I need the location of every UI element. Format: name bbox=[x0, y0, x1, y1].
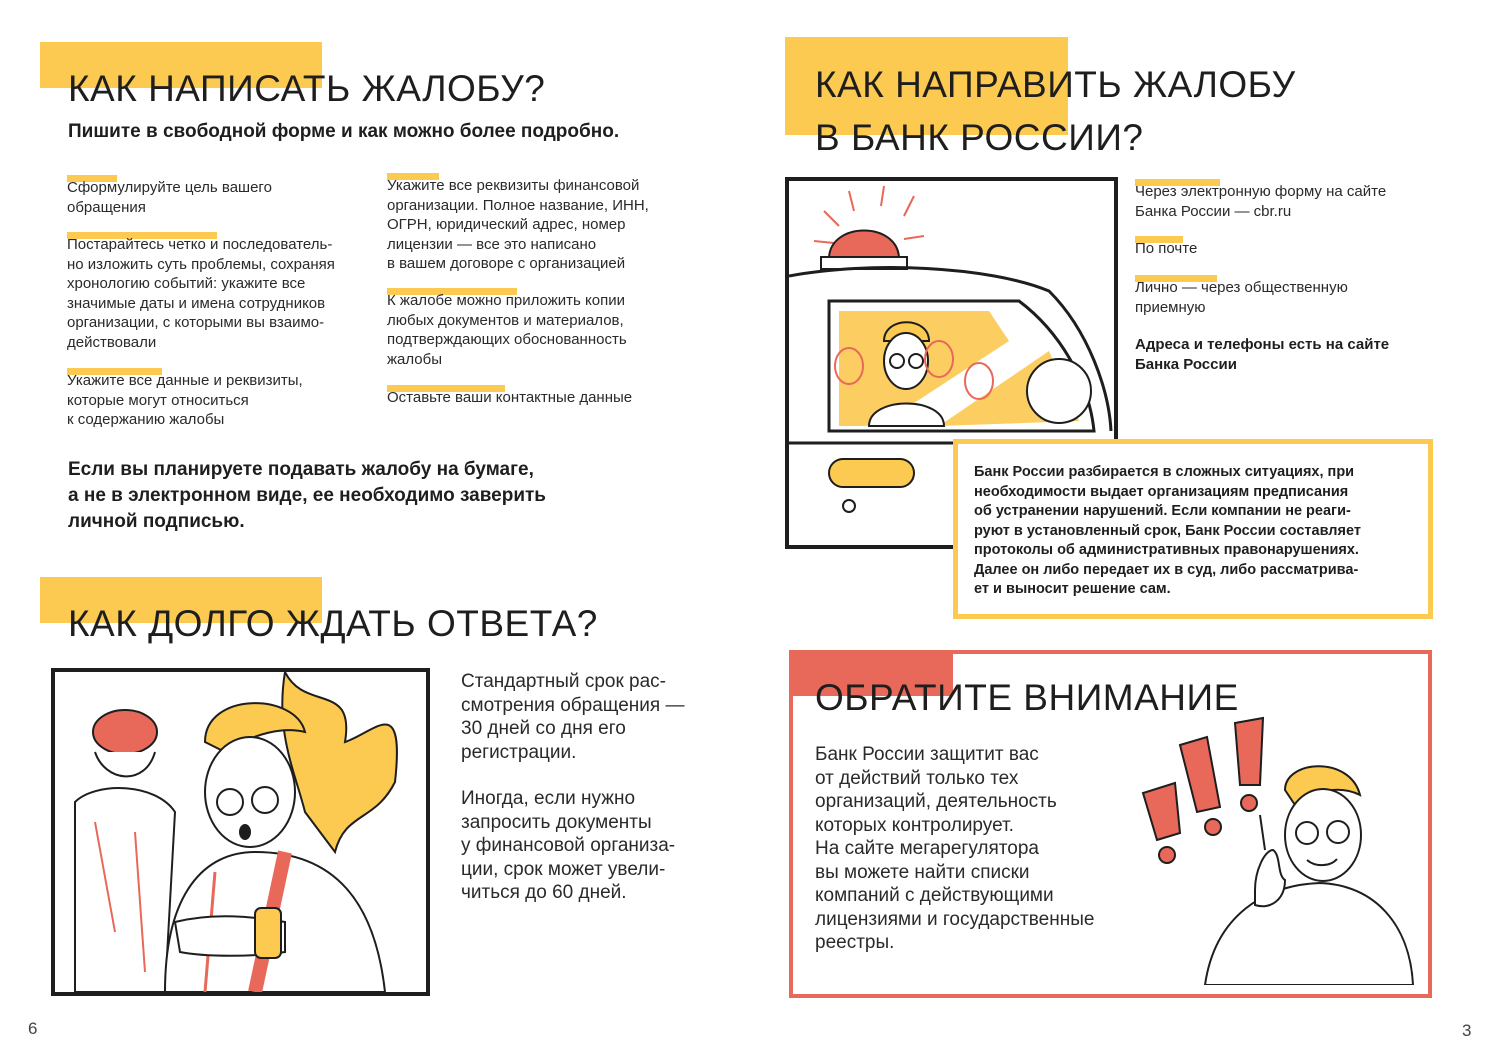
list-item: Укажите все реквизиты финансовой организации. Полное название, ИНН, ОГРН, юридический адрес, номер лицензии — все это написано в вашем договоре с организацией bbox=[387, 176, 687, 274]
section-title-how-to-send: КАК НАПРАВИТЬ ЖАЛОБУ bbox=[815, 64, 1296, 105]
wait-time-paragraph: Стандартный срок рас- смотрения обращения — 30 дней со дня его регистрации. bbox=[461, 671, 685, 763]
exclamation-man-illustration bbox=[1135, 715, 1415, 985]
addresses-note: Адреса и телефоны есть на сайте Банка России bbox=[1135, 336, 1390, 373]
list-item: Оставьте ваши контактные данные bbox=[387, 388, 687, 408]
waiting-man-illustration bbox=[51, 668, 430, 996]
extended-time-paragraph: Иногда, если нужно запросить документы у финансовой организа- ции, срок может увели- читься до 60 дней. bbox=[461, 788, 676, 903]
channel-item: Через электронную форму на сайте Банка России — cbr.ru bbox=[1135, 182, 1465, 221]
list-item: Укажите все данные и реквизиты, которые могут относиться к содержанию жалобы bbox=[67, 371, 367, 430]
section-title-how-to-write: КАК НАПИСАТЬ ЖАЛОБУ? bbox=[68, 68, 546, 109]
section-lead: Пишите в свободной форме и как можно более подробно. bbox=[68, 121, 620, 142]
section-title-attention: ОБРАТИТЕ ВНИМАНИЕ bbox=[815, 677, 1239, 718]
page-number-right: 3 bbox=[1462, 1021, 1472, 1040]
attention-body: Банк России защитит вас от действий только тех организаций, деятельность которых контролирует. На сайте мегарегулятора вы можете найти списки компаний с действующими лицензиями и государственные реестры. bbox=[815, 744, 1095, 953]
paper-signature-note: Если вы планируете подавать жалобу на бумаге, а не в электронном виде, ее необходимо заверить личной подписью. bbox=[68, 459, 546, 532]
list-item: К жалобе можно приложить копии любых документов и материалов, подтверждающих обоснованность жалобы bbox=[387, 291, 687, 369]
channel-item: Лично — через общественную приемную bbox=[1135, 278, 1465, 317]
callout-box: Банк России разбирается в сложных ситуациях, при необходимости выдает организациям предписания об устранении нарушений. Если компании не реаги- руют в установленный срок, Банк России составляет протоколы об административных правонарушениях. Далее он либо передает их в суд, либо рассматрива- ет и выносит решение сам. bbox=[953, 439, 1433, 619]
list-item: Постарайтесь четко и последователь- но изложить суть проблемы, сохраняя хронологию событий: укажите все значимые даты и имена сотрудников организации, с которыми вы взаимо- действовали bbox=[67, 235, 377, 352]
section-title-how-long: КАК ДОЛГО ЖДАТЬ ОТВЕТА? bbox=[68, 603, 598, 644]
section-title-how-to-send-line2: В БАНК РОССИИ? bbox=[815, 117, 1144, 158]
channel-item: По почте bbox=[1135, 239, 1465, 259]
list-item: Сформулируйте цель вашего обращения bbox=[67, 178, 367, 217]
page-number-left: 6 bbox=[28, 1019, 38, 1038]
